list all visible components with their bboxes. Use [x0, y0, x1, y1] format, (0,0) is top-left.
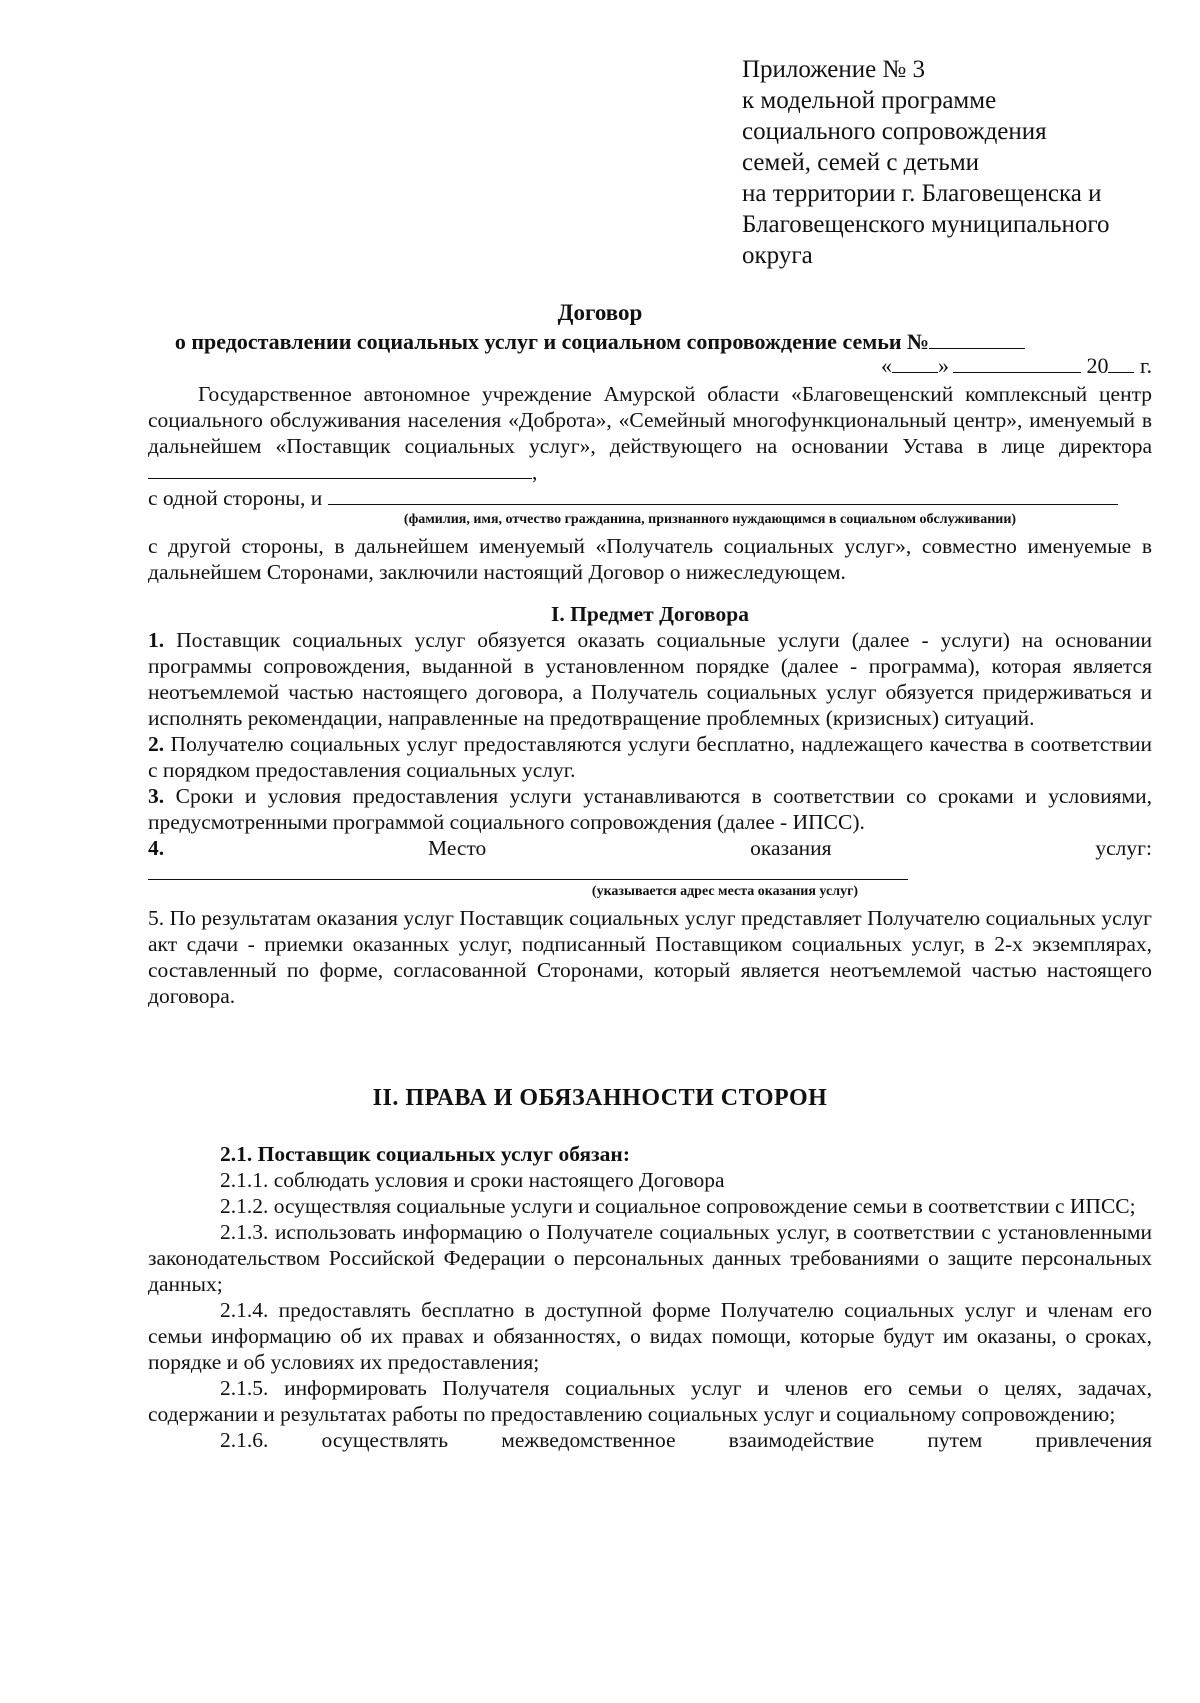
preamble-comma: ,: [532, 460, 538, 484]
contract-number-blank: [929, 348, 1025, 349]
other-party-text: с одной стороны, и: [148, 486, 323, 510]
service-address-caption: (указывается адрес места оказания услуг): [591, 884, 859, 899]
section-2-title: II. ПРАВА И ОБЯЗАННОСТИ СТОРОН: [372, 1085, 828, 1111]
item-number: 2.: [148, 732, 165, 756]
date-year: 20: [1086, 353, 1109, 378]
section-2-item: 2.1.4. предоставлять бесплатно в доступной форме Получателю социальных услуг и членам его семьи информацию об их правах и обязанностях, о видах помощи, которые будут им оказаны, о сроках, порядке и об условиях их предоставления;: [148, 1298, 1152, 1374]
annex-line: Приложение № 3: [742, 56, 926, 83]
item-text: Получателю социальных услуг предоставляются услуги бесплатно, надлежащего качества в соответствии с порядком предоставления социальных услуг.: [148, 732, 1153, 782]
item-number: 4.: [148, 836, 165, 860]
item-text: Поставщик социальных услуг обязуется оказать социальные услуги (далее - услуги) на основании программы сопровождения, выданной в установленном порядке (далее - программа), которая является неотъемлемой частью настоящего договора, а Получатель социальных услуг обязуется придерживаться и исполнять рекомендации, направленные на предотвращение проблемных (кризисных) ситуаций.: [148, 628, 1153, 730]
item-4-word: услуг:: [1095, 836, 1152, 860]
item-4-word: Место: [427, 836, 487, 860]
annex-line: Благовещенского муниципального: [742, 211, 1110, 238]
date-year-blank: [1108, 372, 1134, 373]
section-1-item: [148, 905, 1152, 1009]
contract-subtitle: [0, 329, 1200, 355]
preamble-text: Государственное автономное учреждение Амурской области «Благовещенский комплексный центр социального обслуживания населения «Доброта», «Семейный многофункциональный центр», именуемый в дальнейшем «Поставщик социальных услуг», действующего на основании Устава в лице директора: [148, 382, 1152, 458]
item-number: 3.: [148, 784, 165, 808]
last-word: 2.1.6.: [220, 1428, 269, 1452]
date-month-blank: [953, 372, 1081, 373]
last-word: взаимодействие: [728, 1428, 875, 1452]
last-word: межведомственное: [501, 1428, 676, 1452]
section-2-item: 2.1.5. информировать Получателя социальных услуг и членов его семьи о целях, задачах, содержании и результатах работы по предоставлению социальных услуг и социальному сопровождению;: [148, 1376, 1152, 1426]
item-number: 1.: [148, 628, 165, 652]
preamble: [148, 381, 1152, 585]
service-address-blank-row: [148, 861, 1152, 883]
last-word: привлечения: [1035, 1428, 1152, 1452]
section-1-item-4: [148, 835, 1152, 861]
other-party-line: [148, 485, 1152, 511]
section-2: [148, 1141, 1152, 1453]
preamble-continuation: с другой стороны, в дальнейшем именуемый «Получатель социальных услуг», совместно именуемые в дальнейшем Сторонами, заключили настоящий Договор о нижеследующем.: [148, 534, 1152, 584]
annex-line: округа: [742, 242, 813, 269]
date-suffix: г.: [1139, 353, 1152, 378]
section-2-item-last: [148, 1427, 1152, 1453]
preamble-paragraph: [148, 381, 1152, 485]
service-address-blank: [148, 861, 908, 880]
annex-block: [742, 54, 1162, 271]
contract-subtitle-text: о предоставлении социальных услуг и социальном сопровождение семьи №: [174, 329, 930, 354]
item-text: Сроки и условия предоставления услуги устанавливаются в соответствии со сроками и условиями, предусмотренными программой социального сопровождения (далее - ИПСС).: [148, 784, 1153, 834]
date-open-quote: «: [880, 353, 892, 378]
contract-date-line: [881, 353, 1152, 379]
item-number: 5.: [148, 906, 165, 930]
annex-line: к модельной программе: [742, 87, 997, 114]
date-close-quote: »: [937, 353, 949, 378]
item-text: По результатам оказания услуг Поставщик социальных услуг представляет Получателю социальных услуг акт сдачи - приемки оказанных услуг, подписанный Поставщиком социальных услуг, в 2-х экземплярах, составленный по форме, согласованной Сторонами, который является неотъемлемой частью настоящего договора.: [148, 906, 1152, 1008]
section-2-item: 2.1.2. осуществляя социальные услуги и социальное сопровождение семьи в соответствии с ИПСС;: [220, 1194, 1136, 1218]
last-word: путем: [927, 1428, 983, 1452]
section-2-item: 2.1.3. использовать информацию о Получателе социальных услуг, в соответствии с установленными законодательством Российской Федерации о персональных данных требованиями о защите персональных данных;: [148, 1220, 1152, 1296]
recipient-name-blank: [328, 504, 1118, 505]
section-1: [148, 601, 1152, 1009]
last-word: осуществлять: [321, 1428, 449, 1452]
section-1-item: [148, 783, 1152, 835]
section-1-item: [148, 731, 1152, 783]
section-2-item: 2.1.1. соблюдать условия и сроки настоящего Договора: [220, 1168, 725, 1192]
annex-line: на территории г. Благовещенска и: [742, 180, 1102, 207]
section-2-subtitle: 2.1. Поставщик социальных услуг обязан:: [220, 1142, 630, 1166]
director-name-blank: [148, 478, 532, 479]
recipient-caption: (фамилия, имя, отчество гражданина, признанного нуждающимся в социальном обслуживании): [403, 512, 1017, 527]
item-4-word: оказания: [750, 836, 832, 860]
section-1-title: I. Предмет Договора: [551, 602, 749, 626]
section-1-item: [148, 627, 1152, 731]
contract-title: Договор: [557, 300, 643, 325]
date-day-blank: [892, 372, 938, 373]
annex-line: социального сопровождения: [742, 118, 1047, 145]
annex-line: семей, семей с детьми: [742, 149, 980, 176]
